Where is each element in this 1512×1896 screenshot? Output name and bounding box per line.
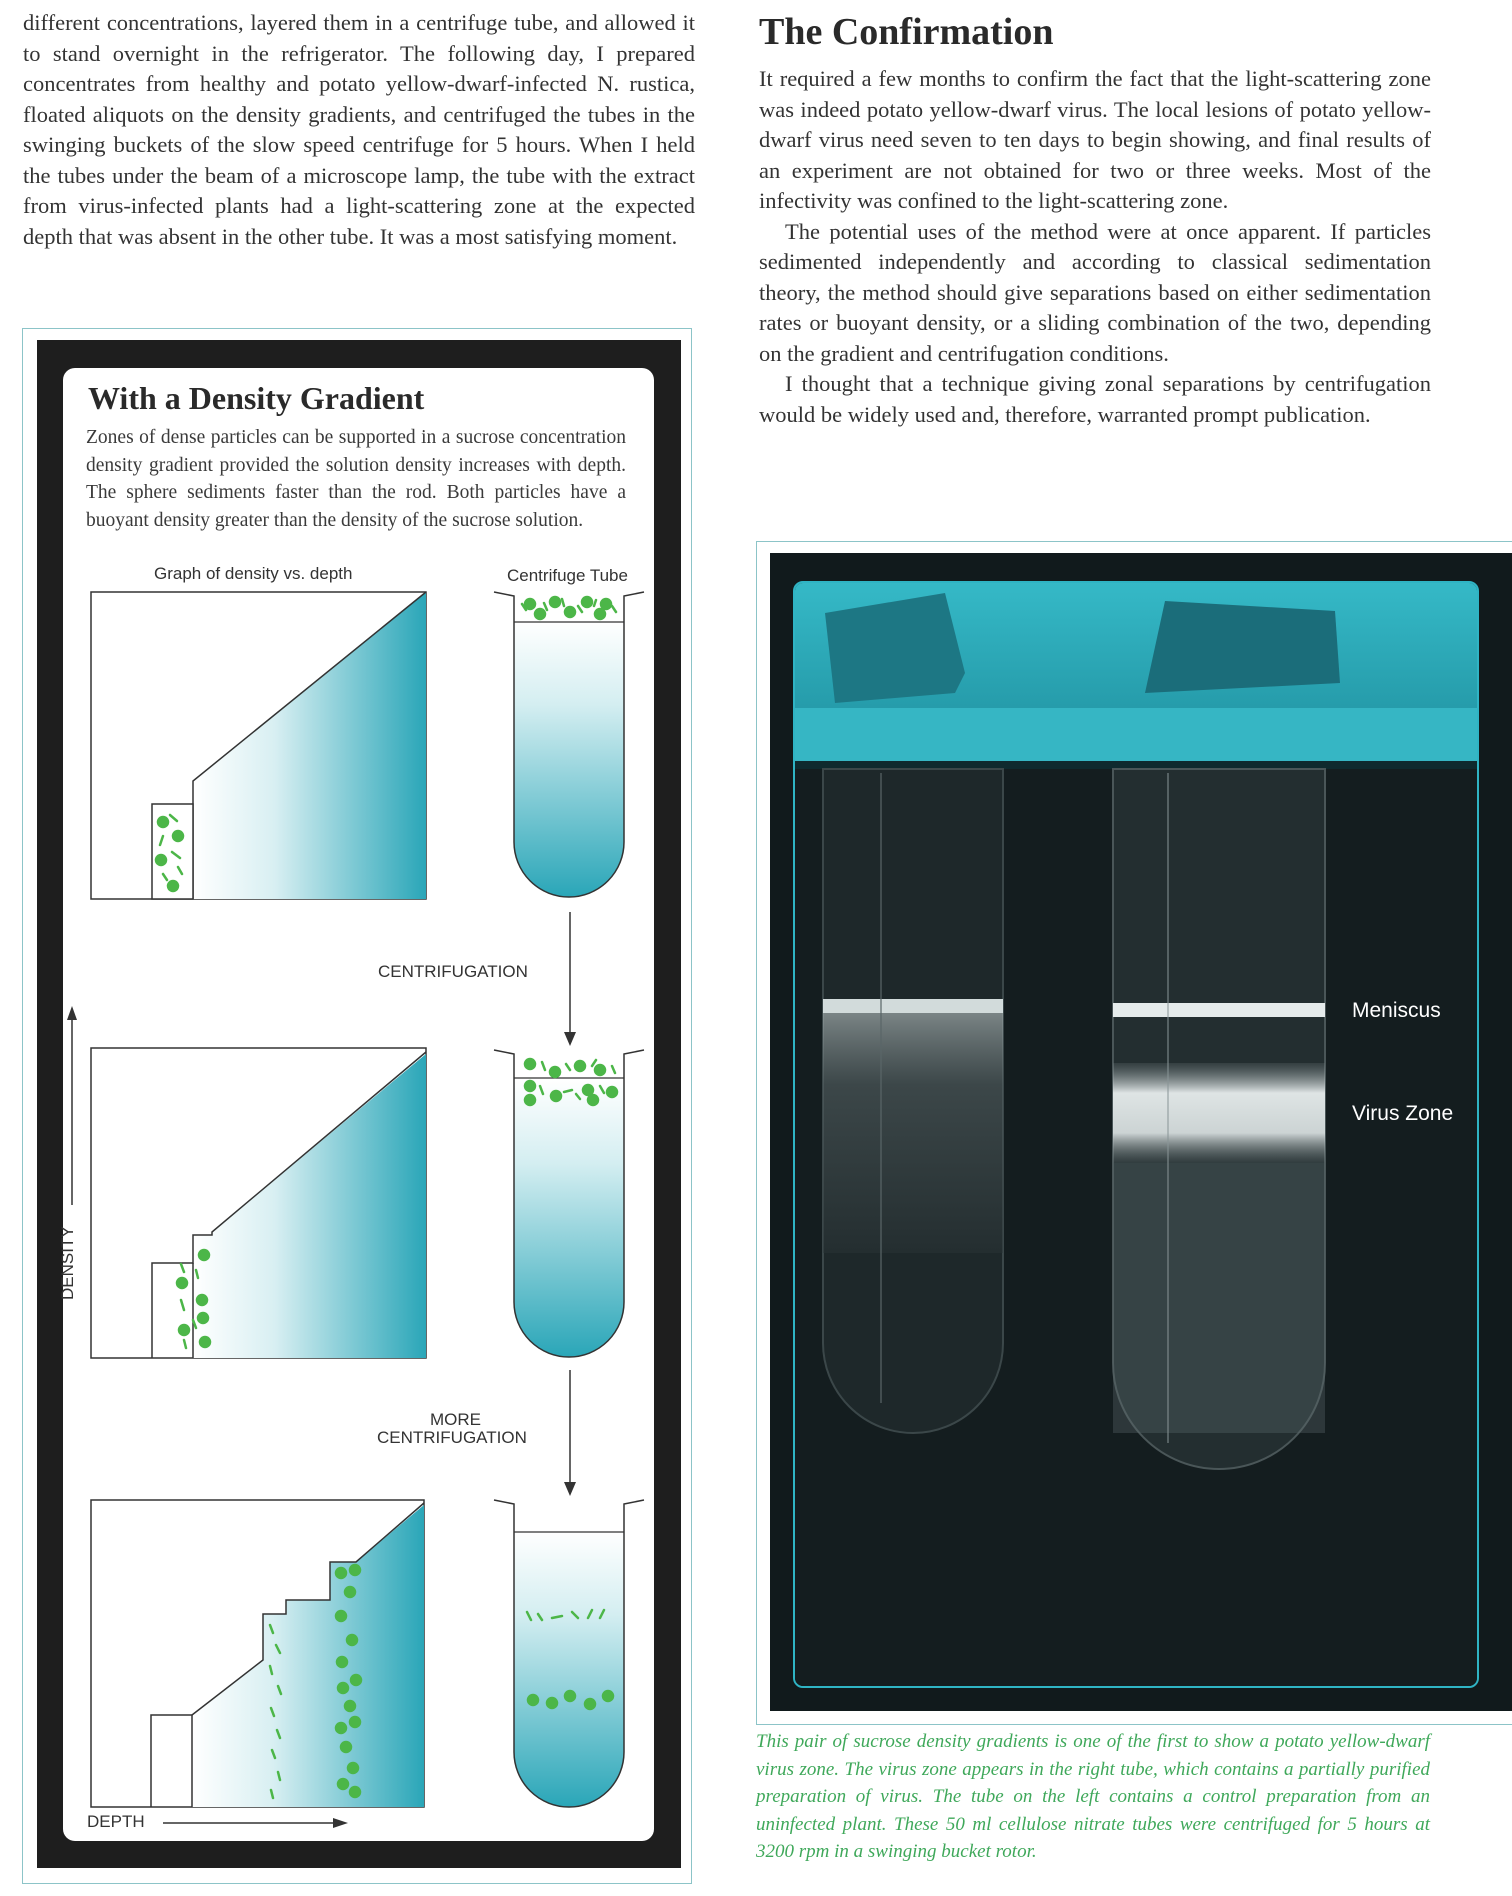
gradient-wedge-3 (192, 1505, 424, 1807)
density-axis-arrow (67, 1006, 77, 1205)
intro-paragraph: different concentrations, layered them in a centrifuge tube, and allowed it to stand overnight in the refrigerator. The following day, I prepared concentrates from healthy and potato yellow-dwarf-infected N. rustica, floated aliquots on the density gradients, and centrifuged the tubes in the swinging buckets of the slow speed centrifuge for 5 hours. When I held the tubes under the beam of a microscope lamp, the tube with the extract from virus-infected plants had a light-scattering zone at the expected depth that was absent in the other tube. It was a most satisfying moment. (23, 10, 695, 249)
graph-caption: Graph of density vs. depth (154, 564, 353, 583)
more-label: MORE (430, 1410, 481, 1429)
graph-1 (91, 592, 426, 899)
confirmation-paragraph-2: The potential uses of the method were at once apparent. If particles sedimented independently and according to classical sedimentation theory, the method should give separations based on either sedimentation rates or buoyant density, or a sliding combination of the two, depending on the gradient and centrifugation conditions. (759, 218, 1431, 366)
tube-caption: Centrifuge Tube (507, 566, 628, 585)
arrow-1 (564, 912, 576, 1046)
gradient-wedge-2 (193, 1054, 426, 1358)
depth-axis-label: DEPTH (87, 1812, 145, 1831)
virus-zone-band (1113, 1063, 1325, 1163)
sidebar-title: With a Density Gradient (88, 380, 425, 416)
virus-zone-label: Virus Zone (1352, 1102, 1454, 1125)
photo-rendering (795, 583, 1479, 1688)
density-axis-label: DENSITY (58, 1226, 77, 1300)
centrifugation-label: CENTRIFUGATION (378, 962, 528, 981)
centrifuge-tube-2 (494, 1050, 644, 1357)
graph-2 (91, 1048, 426, 1358)
confirmation-paragraph-3: I thought that a technique giving zonal separations by centrifugation would be widely used and, therefore, warranted prompt publication. (759, 371, 1431, 427)
centrifuge-tube-1 (494, 592, 644, 897)
gradient-wedge-1 (193, 592, 426, 899)
rack-block-left (825, 593, 965, 703)
section-heading: The Confirmation (759, 11, 1054, 53)
sidebar-description: Zones of dense particles can be supported in a sucrose concentration density gradient provided the solution density increases with depth. The sphere sediments faster than the rod. Both particles have a buoyant density greater than the density of the sucrose solution. (86, 427, 626, 531)
centrifuge-tube-3 (494, 1500, 644, 1807)
arrow-2 (564, 1370, 576, 1496)
more-centrifugation-label: CENTRIFUGATION (377, 1428, 527, 1447)
rack-block-right (1145, 601, 1340, 693)
depth-axis-arrow (163, 1818, 348, 1828)
confirmation-paragraph-1: It required a few months to confirm the fact that the light-scattering zone was indeed potato yellow-dwarf virus. The local lesions of potato yellow-dwarf virus need seven to ten days to begin showing, and final results of an experiment are not obtained for two or three weeks. Most of the infectivity was confined to the light-scattering zone. (759, 66, 1431, 213)
photograph-tubes (793, 581, 1479, 1688)
meniscus-label: Meniscus (1352, 999, 1441, 1022)
graph-3 (91, 1500, 424, 1807)
photo-caption: This pair of sucrose density gradients is one of the first to show a potato yellow-dwarf virus zone. The virus zone appears in the right tube, which contains a partially purified preparation of virus. The tube on the left contains a control preparation from an uninfected plant. These 50 ml cellulose nitrate tubes were centrifuged for 5 hours at 3200 rpm in a swinging bucket rotor. (756, 1731, 1430, 1862)
